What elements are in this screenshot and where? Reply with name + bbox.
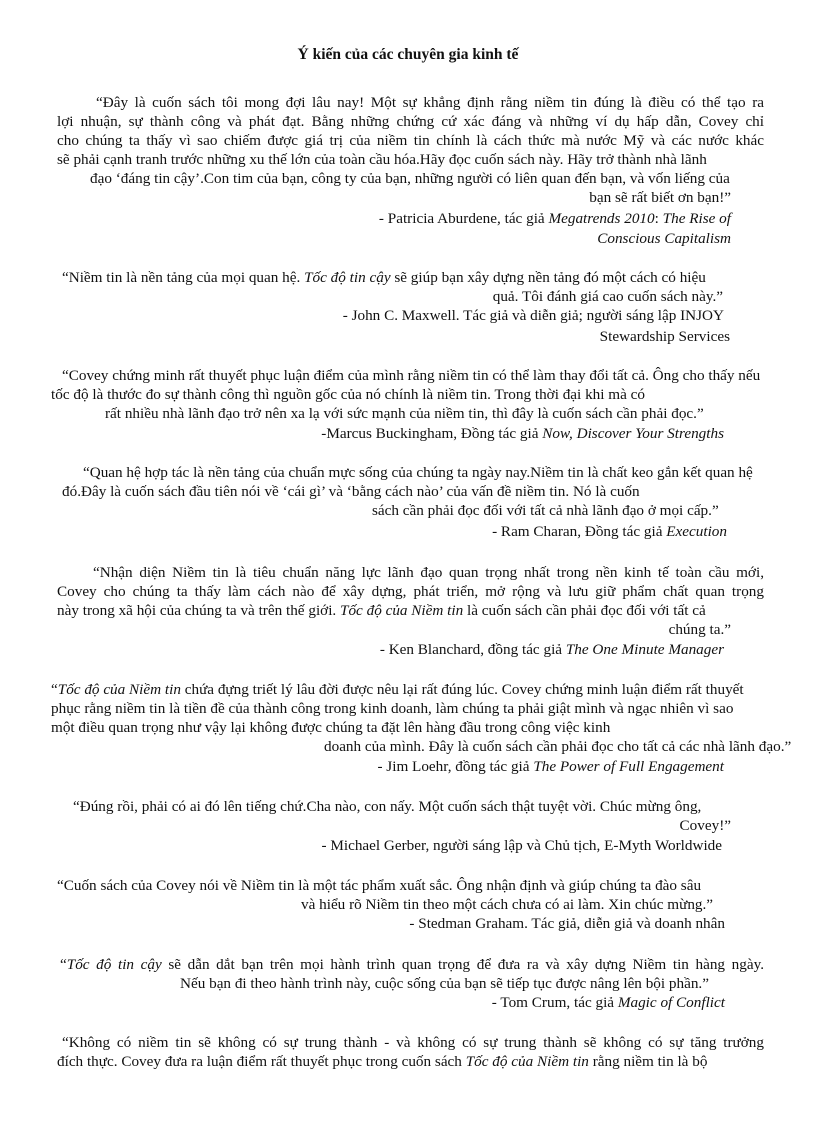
quote-text: chứa đựng triết lý lâu đời được nêu lại rất đúng lúc. Covey chứng minh luận điểm rất thuyết <box>180 681 744 698</box>
book-title: Tốc độ của Niềm tin <box>465 1053 589 1070</box>
quote-2-attribution-2: Stewardship Services <box>599 328 730 345</box>
quote-1-line-2: lợi nhuận, sự thành công và phát đạt. Bằng những chứng cứ xác đáng và những ví dụ hấp dẫn, Covey chỉ <box>57 113 764 130</box>
quote-9-line-1 <box>60 955 764 974</box>
attribution-text: - Jim Loehr, đồng tác giả <box>377 758 534 775</box>
quote-text: rằng niềm tin là bộ <box>588 1053 708 1070</box>
quote-4-line-2: đó.Đây là cuốn sách đầu tiên nói về ‘cái gì’ và ‘bằng cách nào’ của vấn đề niềm tin. Nó là cuốn <box>62 483 640 500</box>
attribution-text: - Ram Charan, Đồng tác giả <box>492 523 667 540</box>
quote-text: đích thực. Covey đưa ra luận điểm rất thuyết phục trong cuốn sách <box>57 1053 466 1070</box>
quote-text: “ <box>51 681 58 698</box>
quote-10-line-2 <box>57 1052 707 1071</box>
quote-text: sẽ giúp bạn xây dựng nền tảng đó một cách có hiệu <box>390 269 706 286</box>
quote-1-attribution <box>379 209 731 228</box>
attribution-text: - Ken Blanchard, đồng tác giả <box>379 641 566 658</box>
quote-2-line-1 <box>62 268 706 287</box>
book-title: The Power of Full Engagement <box>533 758 724 775</box>
quote-9-attribution <box>492 993 725 1012</box>
quote-6-line-4: doanh của mình. Đây là cuốn sách cần phải đọc cho tất cả các nhà lãnh đạo.” <box>324 738 792 755</box>
quote-2-line-2: quả. Tôi đánh giá cao cuốn sách này.” <box>492 288 723 305</box>
quote-7-attribution: - Michael Gerber, người sáng lập và Chủ tịch, E-Myth Worldwide <box>321 837 722 854</box>
quote-text: “ <box>60 956 67 973</box>
page-title: Ý kiến của các chuyên gia kinh tế <box>297 46 519 63</box>
quote-3-line-1: “Covey chứng minh rất thuyết phục luận điểm của mình rằng niềm tin có thể làm thay đổi tất cả. Ông cho thấy nếu <box>62 367 761 384</box>
book-title: The Rise of <box>662 210 731 227</box>
book-title: The One Minute Manager <box>565 641 724 658</box>
quote-9-line-2: Nếu bạn đi theo hành trình này, cuộc sống của bạn sẽ tiếp tục được nâng lên bội phần.” <box>180 975 709 992</box>
quote-8-line-1: “Cuốn sách của Covey nói về Niềm tin là một tác phẩm xuất sắc. Ông nhận định và giúp chúng ta đào sâu <box>57 877 702 894</box>
quote-5-line-4: chúng ta.” <box>668 621 731 638</box>
quote-4-line-3: sách cần phải đọc đối với tất cả nhà lãnh đạo ở mọi cấp.” <box>372 502 719 519</box>
quote-3-line-2: tốc độ là thước đo sự thành công thì nguồn gốc của nó chính là niềm tin. Trong thời đại khi mà có <box>51 386 645 403</box>
quote-1-attribution-2 <box>597 229 731 248</box>
quote-1-line-4: sẽ phải cạnh tranh trước những xu thế lớn của toàn cầu hóa.Hãy đọc cuốn sách này. Hãy trở thành nhà lãnh <box>57 151 707 168</box>
quote-6-line-1 <box>51 680 744 699</box>
quote-10-line-1: “Không có niềm tin sẽ không có sự trung thành - và không có sự trung thành sẽ không có sự tăng trưởng <box>62 1034 764 1051</box>
book-title: Conscious Capitalism <box>597 230 731 247</box>
quote-5-line-3 <box>57 601 706 620</box>
quote-4-line-1: “Quan hệ hợp tác là nền tảng của chuẩn mực sống của chúng ta ngày nay.Niềm tin là chất keo gắn kết quan hệ <box>83 464 753 481</box>
attribution-text: - Tom Crum, tác giả <box>491 994 618 1011</box>
quote-6-line-3: một điều quan trọng như vậy lại không được chúng ta đặt lên hàng đầu trong công việc kinh <box>51 719 611 736</box>
quote-3-attribution <box>321 424 724 443</box>
quote-4-attribution <box>492 522 727 541</box>
attribution-text: - Patricia Aburdene, tác giả <box>378 210 549 227</box>
quote-text: sẽ dẫn dắt bạn trên mọi hành trình quan trọng để đưa ra và xây dựng Niềm tin hàng ngày. <box>161 956 764 973</box>
book-title: Megatrends 2010 <box>548 210 655 227</box>
quote-text: “Niềm tin là nền tảng của mọi quan hệ. <box>62 269 305 286</box>
quote-1-line-6: bạn sẽ rất biết ơn bạn!” <box>589 189 731 206</box>
quote-5-line-1: “Nhận diện Niềm tin là tiêu chuẩn năng lực lãnh đạo quan trọng nhất trong nền kinh tế toàn cầu mới, <box>93 564 764 581</box>
quote-8-line-2: và hiểu rõ Niềm tin theo một cách chưa có ai làm. Xin chúc mừng.” <box>301 896 714 913</box>
quote-7-line-1: “Đúng rồi, phải có ai đó lên tiếng chứ.Cha nào, con nấy. Một cuốn sách thật tuyệt vời. Chúc mừng ông, <box>73 798 702 815</box>
book-title: Execution <box>666 523 727 540</box>
quote-8-attribution: - Stedman Graham. Tác giả, diễn giả và doanh nhân <box>409 915 725 932</box>
quote-text: này trong xã hội của chúng ta và trên thế giới. <box>57 602 341 619</box>
quote-6-line-2: phục rằng niềm tin là tiền đề của thành công trong kinh doanh, làm chúng ta phải giật mình và ngạc nhiên vì sao <box>51 700 734 717</box>
attribution-text: : <box>654 210 663 227</box>
quote-7-line-2: Covey!” <box>679 817 731 834</box>
book-title: Tốc độ của Niềm tin <box>57 681 181 698</box>
book-title: Tốc độ tin cậy <box>304 269 391 286</box>
book-title: Magic of Conflict <box>617 994 725 1011</box>
quote-3-line-3: rất nhiều nhà lãnh đạo trở nên xa lạ với sức mạnh của niềm tin, thì đây là cuốn sách cần phải đọc.” <box>105 405 704 422</box>
quote-2-attribution: - John C. Maxwell. Tác giả và diễn giả; người sáng lập INJOY <box>342 307 724 324</box>
attribution-text: -Marcus Buckingham, Đồng tác giả <box>321 425 543 442</box>
quote-1-line-1: “Đây là cuốn sách tôi mong đợi lâu nay! Một sự khẳng định rằng niềm tin đúng là điều có thể tạo ra <box>96 94 764 111</box>
quote-text: là cuốn sách cần phải đọc đối với tất cả <box>463 602 706 619</box>
quote-1-line-3: cho chúng ta thấy vì sao chiếm được giá trị của niềm tin chính là cách thức mà nước Mỹ và các nước khác <box>57 132 764 149</box>
quote-6-attribution <box>377 757 724 776</box>
quote-1-line-5: đạo ‘đáng tin cậy’.Con tim của bạn, công ty của bạn, những người có liên quan đến bạn, và vốn liếng của <box>90 170 730 187</box>
quote-5-line-2: Covey cho chúng ta thấy làm cách nào để xây dựng, phát triển, mở rộng và lưu giữ phẩm chất quan trọng <box>57 583 764 600</box>
book-title: Tốc độ của Niềm tin <box>340 602 464 619</box>
quote-5-attribution <box>380 640 724 659</box>
book-title: Now, Discover Your Strengths <box>542 425 724 442</box>
book-title: Tốc độ tin cậy <box>66 956 162 973</box>
